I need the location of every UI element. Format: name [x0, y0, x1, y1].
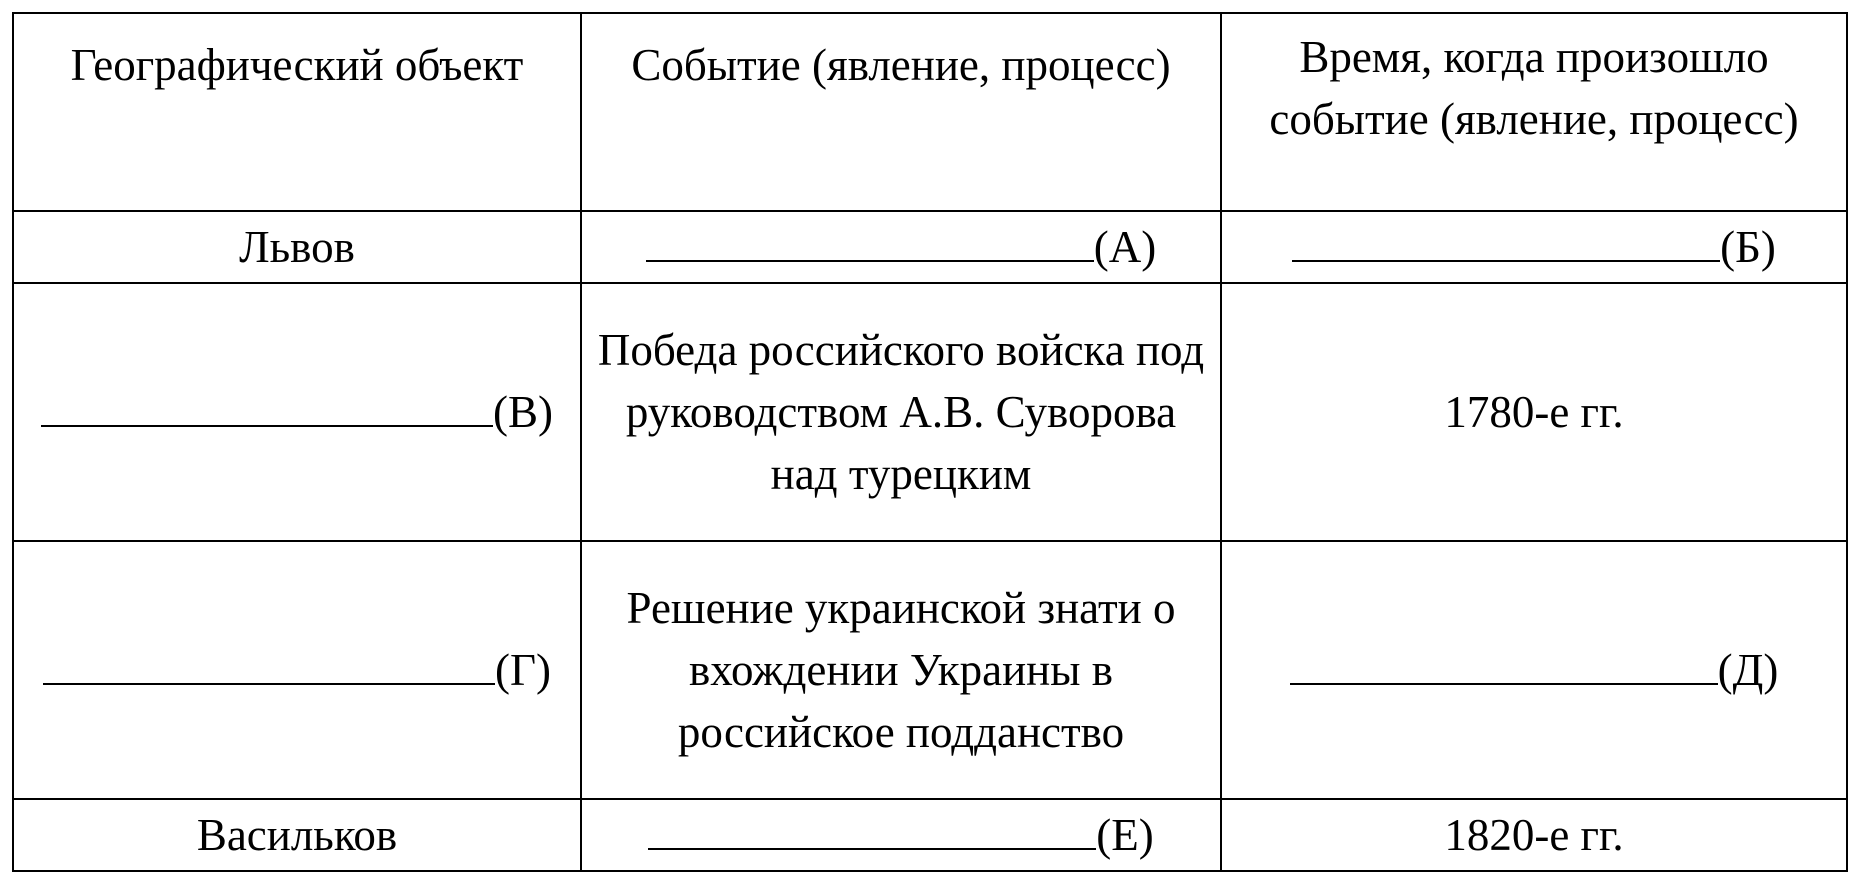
header-time: Время, когда произошло событие (явление, процесс) — [1221, 13, 1847, 211]
blank-label: (Г) — [495, 645, 551, 695]
blank-label: (Д) — [1717, 645, 1779, 695]
header-geographic-object: Географический объект — [13, 13, 581, 211]
table-row — [13, 799, 1847, 871]
fill-in-line — [1292, 250, 1720, 262]
cell-event: Победа российского войска под руководством А.В. Суворова над турецким — [581, 283, 1221, 541]
cell-time-blank — [1221, 211, 1847, 283]
cell-time: 1780-е гг. — [1221, 283, 1847, 541]
fill-in-line — [43, 673, 495, 685]
table-row — [13, 283, 1847, 541]
table-row — [13, 541, 1847, 799]
cell-time-blank — [1221, 541, 1847, 799]
fill-in-line — [41, 415, 493, 427]
blank-label: (Е) — [1096, 810, 1154, 860]
cell-place-blank — [13, 541, 581, 799]
cell-event-blank — [581, 799, 1221, 871]
answer-table — [12, 12, 1848, 872]
table-header-row — [13, 13, 1847, 211]
fill-in-line — [1290, 673, 1718, 685]
blank-label: (А) — [1093, 222, 1157, 272]
fill-in-line — [646, 250, 1094, 262]
cell-time: 1820-е гг. — [1221, 799, 1847, 871]
table-row — [13, 211, 1847, 283]
cell-event: Решение украинской знати о вхождении Украины в российское подданство — [581, 541, 1221, 799]
header-event: Событие (явление, процесс) — [581, 13, 1221, 211]
cell-place: Львов — [13, 211, 581, 283]
cell-place: Васильков — [13, 799, 581, 871]
blank-label: (Б) — [1720, 222, 1776, 272]
fill-in-line — [648, 838, 1096, 850]
blank-label: (В) — [493, 387, 553, 437]
cell-place-blank — [13, 283, 581, 541]
cell-event-blank — [581, 211, 1221, 283]
